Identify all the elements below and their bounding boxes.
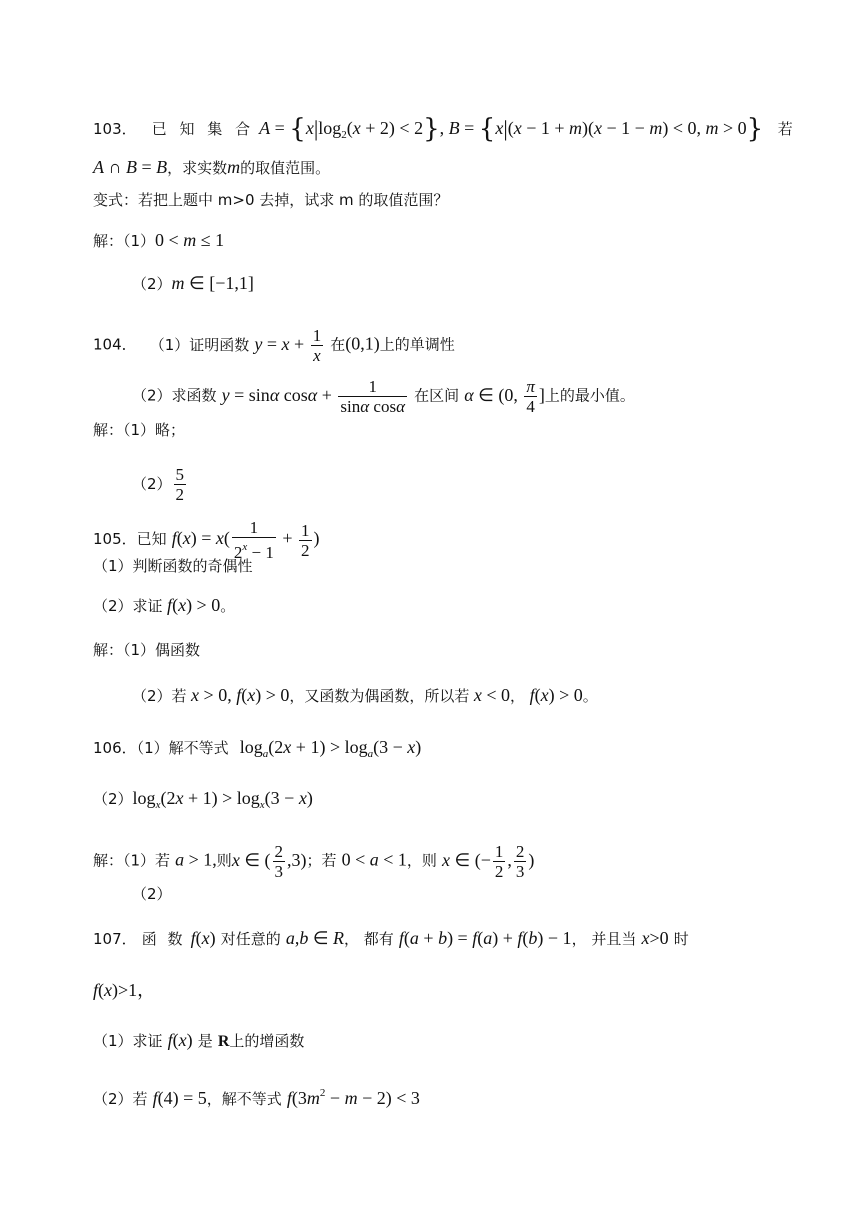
case-a-lt-1: 0 < a < 1 (341, 849, 407, 870)
solution-2-math: m ∈ [−1,1] (171, 273, 254, 293)
condition-math: x < 0 (473, 685, 511, 705)
inequality-to-solve: $f(3m^2 - m - 2) < 3$ (286, 1087, 420, 1108)
inequality: f(x) > 0 (167, 595, 221, 615)
problem-103-solution-2: （2）m ∈ [−1,1] (132, 273, 254, 293)
case-a-gt-1: a > 1, (175, 849, 217, 870)
condition-x-positive: x>0 (641, 928, 669, 948)
problem-106-q2: $(2)\log_x(2x + 1) > \log_x(3 - x)$ (93, 788, 313, 811)
problem-105-q2: （2）求证 f(x) > 0。 (93, 595, 236, 615)
function-f: f(x) (93, 980, 119, 1000)
problem-103-line2 (93, 157, 330, 178)
problem-104-solution-2: （2） $\frac{5}{2}$ (132, 465, 185, 504)
intersection-condition: A ∩ B = B (93, 157, 168, 177)
problem-107-line2: f(x)>1， (93, 980, 156, 1000)
set-R: R (217, 1033, 230, 1050)
interval-alpha: α ∈ (0, $\frac{\pi}{4}$ ] (464, 377, 545, 416)
given-value: f(4) = 5 (152, 1088, 207, 1108)
variable-m: m (227, 157, 241, 177)
set-a-definition: $A = \{x|\log_2(x + 2) < 2\}$, B = {x|(x − 1 + m)(x − 1 − m) < 0, m > 0} (259, 114, 764, 144)
problem-105-q1: （1）判断函数的奇偶性 (93, 557, 253, 575)
solution-1-math: 0 < m ≤ 1 (155, 230, 225, 250)
solution-interval: x ∈ ( $\frac{2}{3}$ ,3) (231, 842, 307, 881)
problem-105-solution-2: （2）若 x > 0, f(x) > 0，又函数为偶函数，所以若 x < 0， f(x) > 0。 (132, 685, 598, 705)
log-inequality-a: $\log_a(2x + 1) > \log_a(3 - x)$ (239, 737, 422, 760)
problem-103-variant: 变式：若把上题中 m>0 去掉，试求 m 的取值范围？ (93, 191, 449, 209)
problem-104-q2: （2）求函数 y = sinα cosα + $\frac{1}{\text{sinα cosα}}$ 在区间 α ∈ (0, $\frac{\pi}{4}$ ]上的最小值。 (132, 377, 635, 416)
problem-text: 若 (777, 120, 793, 138)
problem-107-q2: （2）若 f(4) = 5，解不等式 $f(3m^2 - m - 2) < 3$ (93, 1087, 420, 1108)
interval: (0,1) (345, 333, 380, 354)
condition-math: x > 0, f(x) > 0 (191, 685, 290, 705)
problem-105-stem: 105．已知 f(x) = x( $\frac{1}{2^x - 1}$ + $\frac{1}{2}$ ) (93, 518, 320, 562)
solution-interval: x ∈ (− $\frac{1}{2}$ , $\frac{2}{3}$ ) (442, 842, 535, 881)
problem-106-solution-2: （2） (132, 885, 172, 903)
functional-equation: f(a + b) = f(a) + f(b) − 1 (398, 928, 572, 948)
problem-text: 已 知 集 合 (151, 120, 255, 138)
problem-107-stem: 107． 函 数 f(x) 对任意的 a,b ∈ R， 都有 f(a + b) = f(a) + f(b) − 1， 并且当 x>0 时 (93, 928, 689, 948)
problem-number: 104． (93, 335, 137, 354)
problem-103-solution-1: 解：（1）0 < m ≤ 1 (93, 230, 225, 250)
problem-103-stem (93, 114, 793, 145)
function-f-definition: f(x) = x( $\frac{1}{2^x - 1}$ + $\frac{1}{2}$ ) (171, 518, 320, 562)
problem-107-q1: （1）求证 f(x) 是 R上的增函数 (93, 1030, 305, 1050)
domain-a-b: a,b ∈ R (285, 928, 345, 948)
function-f: f(x) (167, 1030, 193, 1050)
log-inequality-x: $\log_x(2x + 1) > \log_x(3 - x)$ (132, 788, 313, 811)
problem-104-solution-1: 解：（1）略； (93, 421, 186, 439)
problem-text: ，求实数 (167, 159, 228, 177)
solution-fraction: $\frac{5}{2}$ (175, 465, 185, 504)
problem-text: 的取值范围。 (240, 159, 331, 177)
problem-106-solution-1: 解：（1）若 a > 1,则x ∈ ( $\frac{2}{3}$ ,3)；若 0 < a < 1，则 x ∈ (− $\frac{1}{2}$ , $\frac{2}{3}$ ) (93, 842, 535, 881)
problem-104-q1: 104． （1）证明函数 y = x + $\frac{1}{x}$ 在(0,1)上的单调性 (93, 326, 455, 365)
function-y-x-plus-1-over-x: y = x + $\frac{1}{x}$ (254, 326, 322, 365)
problem-number: 103． (93, 120, 137, 138)
function-sin-cos: y = sinα cosα + $\frac{1}{\text{sinα cosα}}$ (221, 377, 406, 416)
condition-math: f(x) > 0 (529, 685, 583, 705)
problem-106-q1: 106．（1）解不等式 $\log_a(2x + 1) > \log_a(3 - x)$ (93, 737, 422, 760)
problem-105-solution-1: 解：（1）偶函数 (93, 641, 201, 659)
function-f: f(x) (190, 928, 216, 948)
